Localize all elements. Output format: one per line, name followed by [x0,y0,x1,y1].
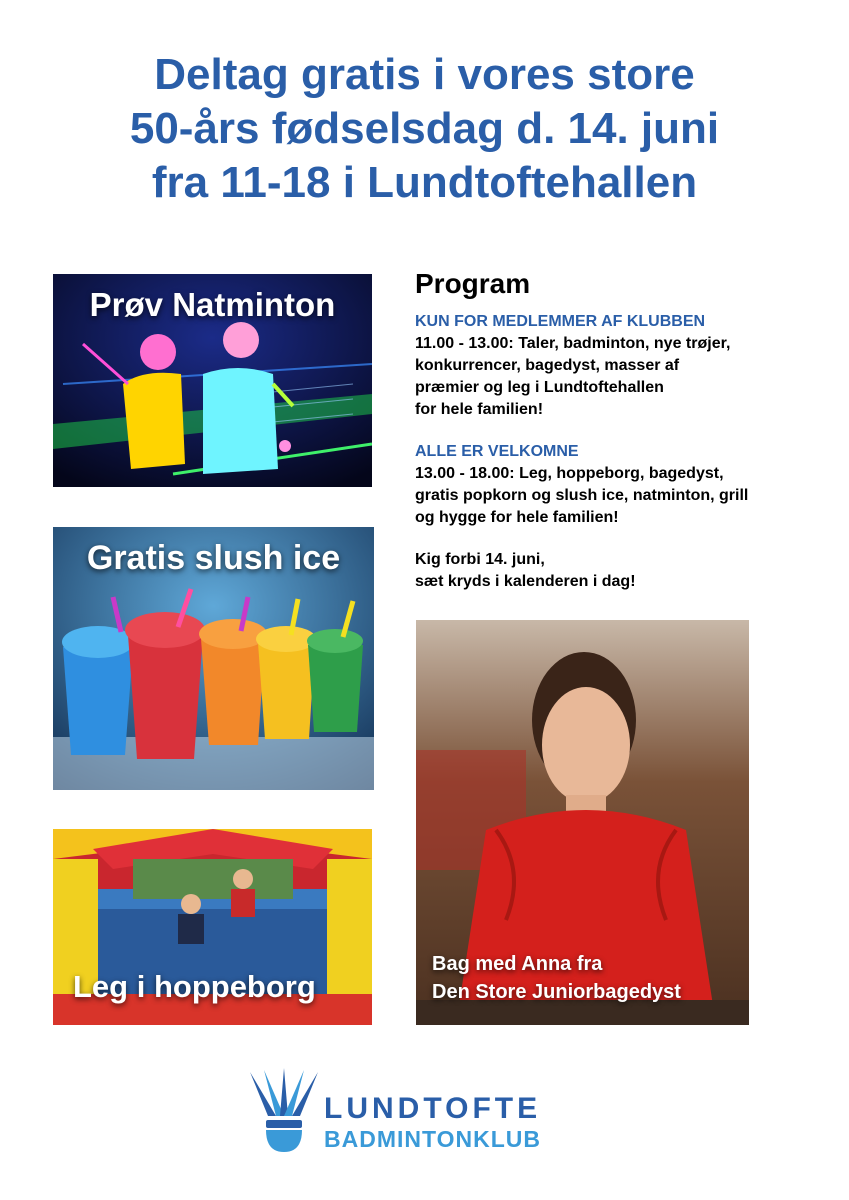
headline-line-3: fra 11-18 i Lundtoftehallen [151,158,698,207]
members-line: for hele familien! [415,401,544,418]
members-text [415,333,835,421]
members-heading: KUN FOR MEDLEMMER AF KLUBBEN [415,313,706,330]
anna-caption [432,950,681,1006]
members-line: 11.00 - 13.00: Taler, badminton, nye trøjer, [415,335,731,352]
hoppeborg-caption: Leg i hoppeborg [73,969,316,1004]
closing-line: sæt kryds i kalenderen i dag! [415,573,636,590]
headline-line-1: Deltag gratis i vores store [154,50,695,99]
natminton-caption: Prøv Natminton [89,286,336,323]
program-title: Program [415,268,531,299]
natminton-photo [53,274,372,487]
club-logo [246,1068,606,1158]
members-line: konkurrencer, bagedyst, masser af [415,357,680,374]
program-section [415,268,835,593]
members-line: præmier og leg i Lundtoftehallen [415,379,664,396]
headline [0,48,849,210]
headline-line-2: 50-års fødselsdag d. 14. juni [129,104,720,153]
anna-caption-line-1: Bag med Anna fra [432,953,603,975]
everyone-heading: ALLE ER VELKOMNE [415,443,579,460]
logo-line-2: BADMINTONKLUB [324,1126,542,1152]
hoppeborg-photo [53,829,372,1025]
anna-caption-line-2: Den Store Juniorbagedyst [432,981,681,1003]
slush-ice-photo [53,527,374,790]
anna-photo [416,620,749,1025]
closing-text [415,549,835,593]
everyone-line: gratis popkorn og slush ice, natminton, grill [415,487,749,504]
slush-ice-caption: Gratis slush ice [86,539,341,577]
closing-line: Kig forbi 14. juni, [415,551,545,568]
everyone-line: 13.00 - 18.00: Leg, hoppeborg, bagedyst, [415,465,724,482]
shuttlecock-icon [246,1068,322,1154]
everyone-text [415,463,835,529]
logo-line-1: LUNDTOFTE [324,1092,542,1125]
everyone-line: og hygge for hele familien! [415,509,619,526]
